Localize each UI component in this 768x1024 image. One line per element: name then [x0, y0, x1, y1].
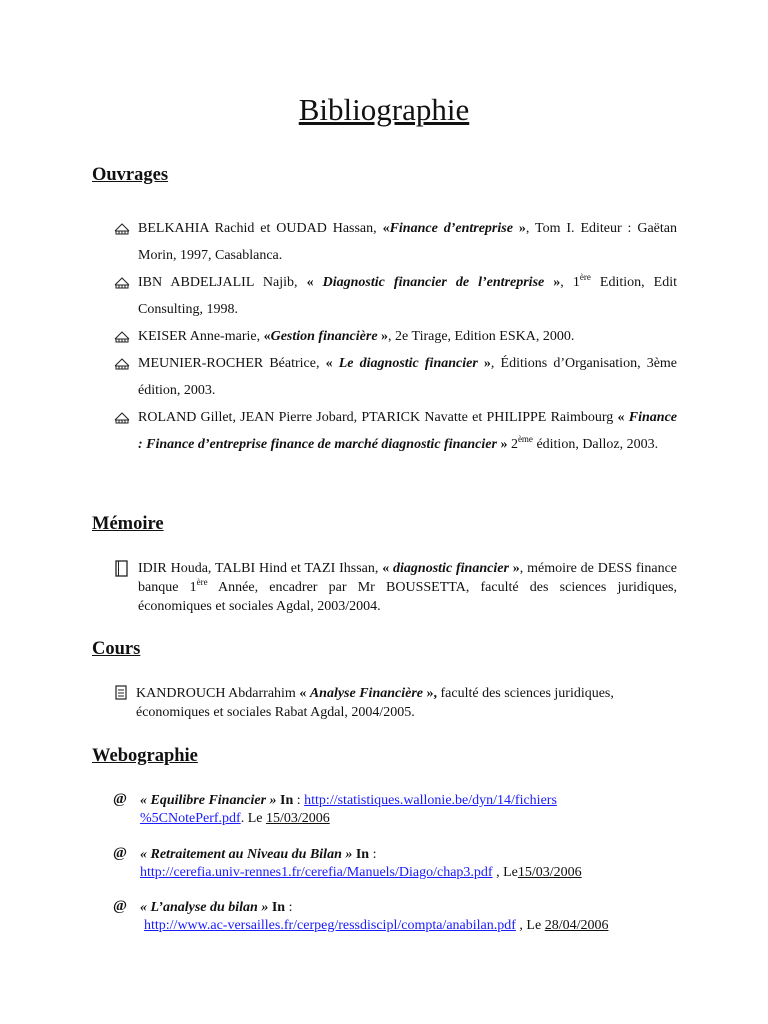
- web-reference: « L’analyse du bilan » In : http://www.ac-versailles.fr/cerpeg/ressdiscipl/compta/anabilan.pdf , Le 28/04/2006: [140, 900, 609, 933]
- web-reference: « Equilibre Financier » In : http://statistiques.wallonie.be/dyn/14/fichiers %5CNotePerf.pdf. Le 15/03/2006: [140, 793, 557, 826]
- notes-icon: [115, 685, 127, 700]
- list-item-ouvrage: IBN ABDELJALIL Najib, « Diagnostic financier de l’entreprise », 1ère Edition, Edit Consulting, 1998.: [138, 272, 678, 317]
- book-icon: [114, 411, 130, 425]
- book-icon: [114, 222, 130, 236]
- web-reference: « Retraitement au Niveau du Bilan » In : http://cerefia.univ-rennes1.fr/cerefia/Manuels/Diago/chap3.pdf , Le15/03/2006: [140, 847, 582, 880]
- document-icon: [115, 560, 129, 577]
- at-icon: @: [113, 791, 127, 807]
- book-icon: [114, 330, 130, 344]
- page-title: Bibliographie: [298, 92, 470, 127]
- list-item-cours: KANDROUCH Abdarrahim « Analyse Financière », faculté des sciences juridiques, économiques et sociales Rabat Agdal, 2004/2005.: [136, 686, 614, 720]
- section-heading-cours: Cours: [92, 639, 141, 659]
- section-heading-webographie: Webographie: [92, 746, 198, 766]
- section-heading-memoire: Mémoire: [92, 514, 164, 534]
- at-icon: @: [113, 845, 127, 861]
- list-item-ouvrage: ROLAND Gillet, JEAN Pierre Jobard, PTARICK Navatte et PHILIPPE Raimbourg « Finance : Finance d’entreprise finance de marché diagnostic financier » 2ème édition, Dalloz, 2003.: [138, 410, 678, 452]
- web-link[interactable]: %5CNotePerf.pdf: [140, 811, 241, 826]
- list-item-ouvrage: BELKAHIA Rachid et OUDAD Hassan, «Finance d’entreprise », Tom I. Editeur : Gaëtan Morin, 1997, Casablanca.: [138, 221, 677, 263]
- list-item-ouvrage: KEISER Anne-marie, «Gestion financière », 2e Tirage, Edition ESKA, 2000.: [138, 329, 575, 344]
- section-heading-ouvrages: Ouvrages: [92, 165, 169, 185]
- at-icon: @: [113, 898, 127, 914]
- web-link[interactable]: http://statistiques.wallonie.be/dyn/14/fichiers: [304, 793, 557, 808]
- web-link[interactable]: http://cerefia.univ-rennes1.fr/cerefia/Manuels/Diago/chap3.pdf: [140, 865, 493, 880]
- list-item-memoire: IDIR Houda, TALBI Hind et TAZI Ihssan, « diagnostic financier », mémoire de DESS finance banque 1ère Année, encadrer par Mr BOUSSETTA, faculté des sciences juridiques, économiques et sociales Agdal, 2003/2004.: [138, 561, 678, 614]
- web-link[interactable]: http://www.ac-versailles.fr/cerpeg/ressdiscipl/compta/anabilan.pdf: [144, 918, 516, 933]
- list-item-ouvrage: MEUNIER-ROCHER Béatrice, « Le diagnostic financier », Éditions d’Organisation, 3ème édition, 2003.: [138, 356, 678, 398]
- book-icon: [114, 357, 130, 371]
- book-icon: [114, 276, 130, 290]
